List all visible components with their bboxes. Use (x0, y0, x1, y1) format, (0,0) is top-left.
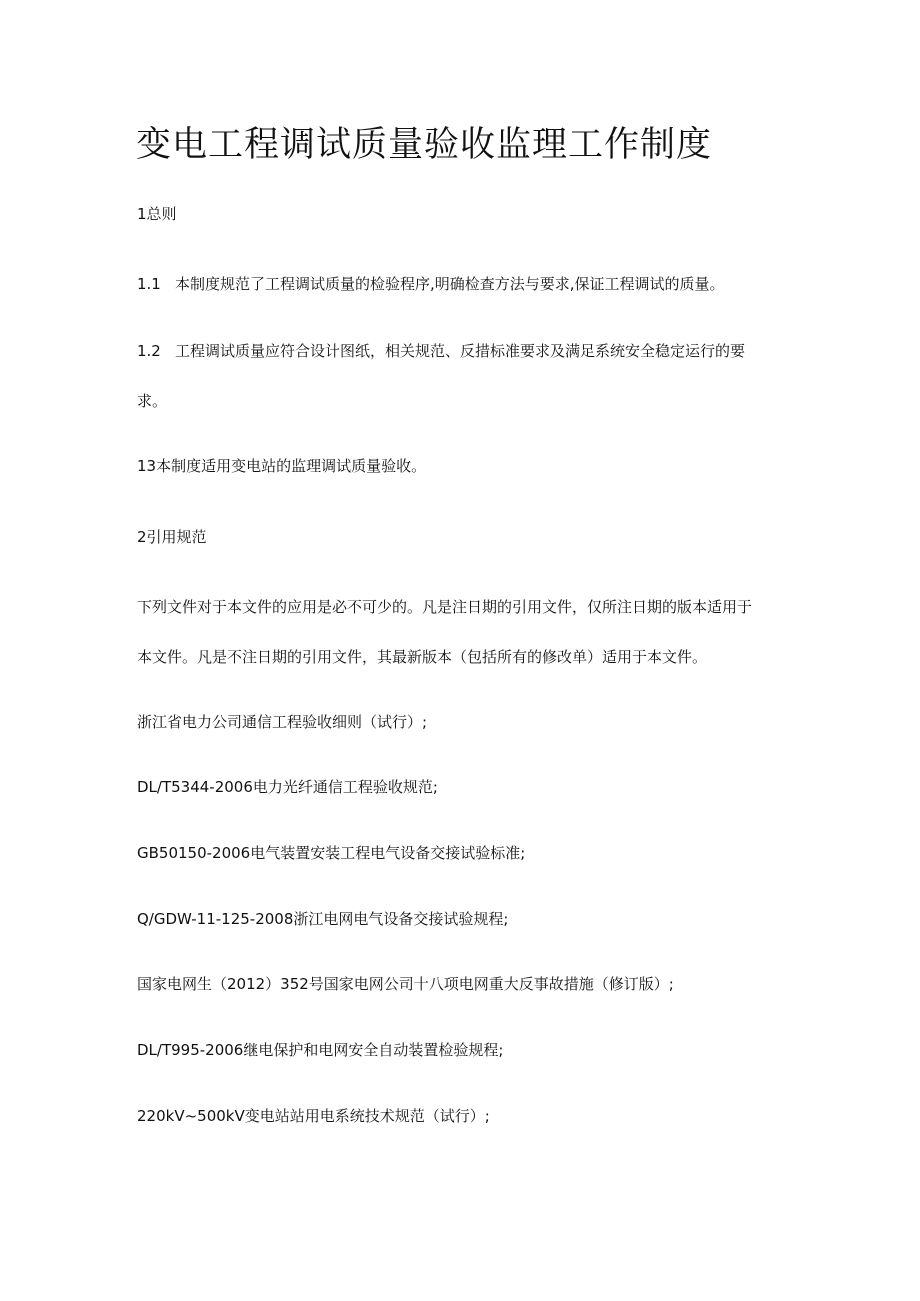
section-2-intro-line1: 下列文件对于本文件的应用是必不可少的。凡是注日期的引用文件，仅所注日期的版本适用于 (137, 598, 753, 616)
clause-1-1 (137, 272, 725, 296)
section-2-heading: 2引用规范 (137, 528, 207, 546)
clause-1-1-text: 本制度规范了工程调试质量的检验程序,明确检查方法与要求,保证工程调试的质量。 (175, 275, 725, 293)
clause-1-1-number: 1.1 (137, 275, 161, 293)
reference-item: 国家电网生（2012）352号国家电网公司十八项电网重大反事故措施（修订版）; (137, 975, 674, 993)
reference-item: 220kV~500kV变电站站用电系统技术规范（试行）; (137, 1107, 490, 1125)
reference-item: Q/GDW-11-125-2008浙江电网电气设备交接试验规程; (137, 910, 509, 928)
reference-item: DL/T5344-2006电力光纤通信工程验收规范; (137, 778, 438, 796)
clause-1-2-text-line1: 工程调试质量应符合设计图纸，相关规范、反措标准要求及满足系统安全稳定运行的要 (175, 342, 746, 360)
reference-item: 浙江省电力公司通信工程验收细则（试行）; (137, 713, 428, 731)
clause-1-3: 13本制度适用变电站的监理调试质量验收。 (137, 457, 427, 475)
clause-1-2-number: 1.2 (137, 342, 161, 360)
section-1-heading: 1总则 (137, 205, 177, 223)
section-2-intro-line2: 本文件。凡是不注日期的引用文件，其最新版本（包括所有的修改单）适用于本文件。 (137, 648, 708, 666)
document-title: 变电工程调试质量验收监理工作制度 (136, 125, 713, 165)
clause-1-2 (137, 339, 745, 363)
reference-item: GB50150-2006电气装置安装工程电气设备交接试验标准; (137, 844, 526, 862)
clause-1-2-text-line2: 求。 (137, 392, 168, 410)
reference-item: DL/T995-2006继电保护和电网安全自动装置检验规程; (137, 1041, 504, 1059)
